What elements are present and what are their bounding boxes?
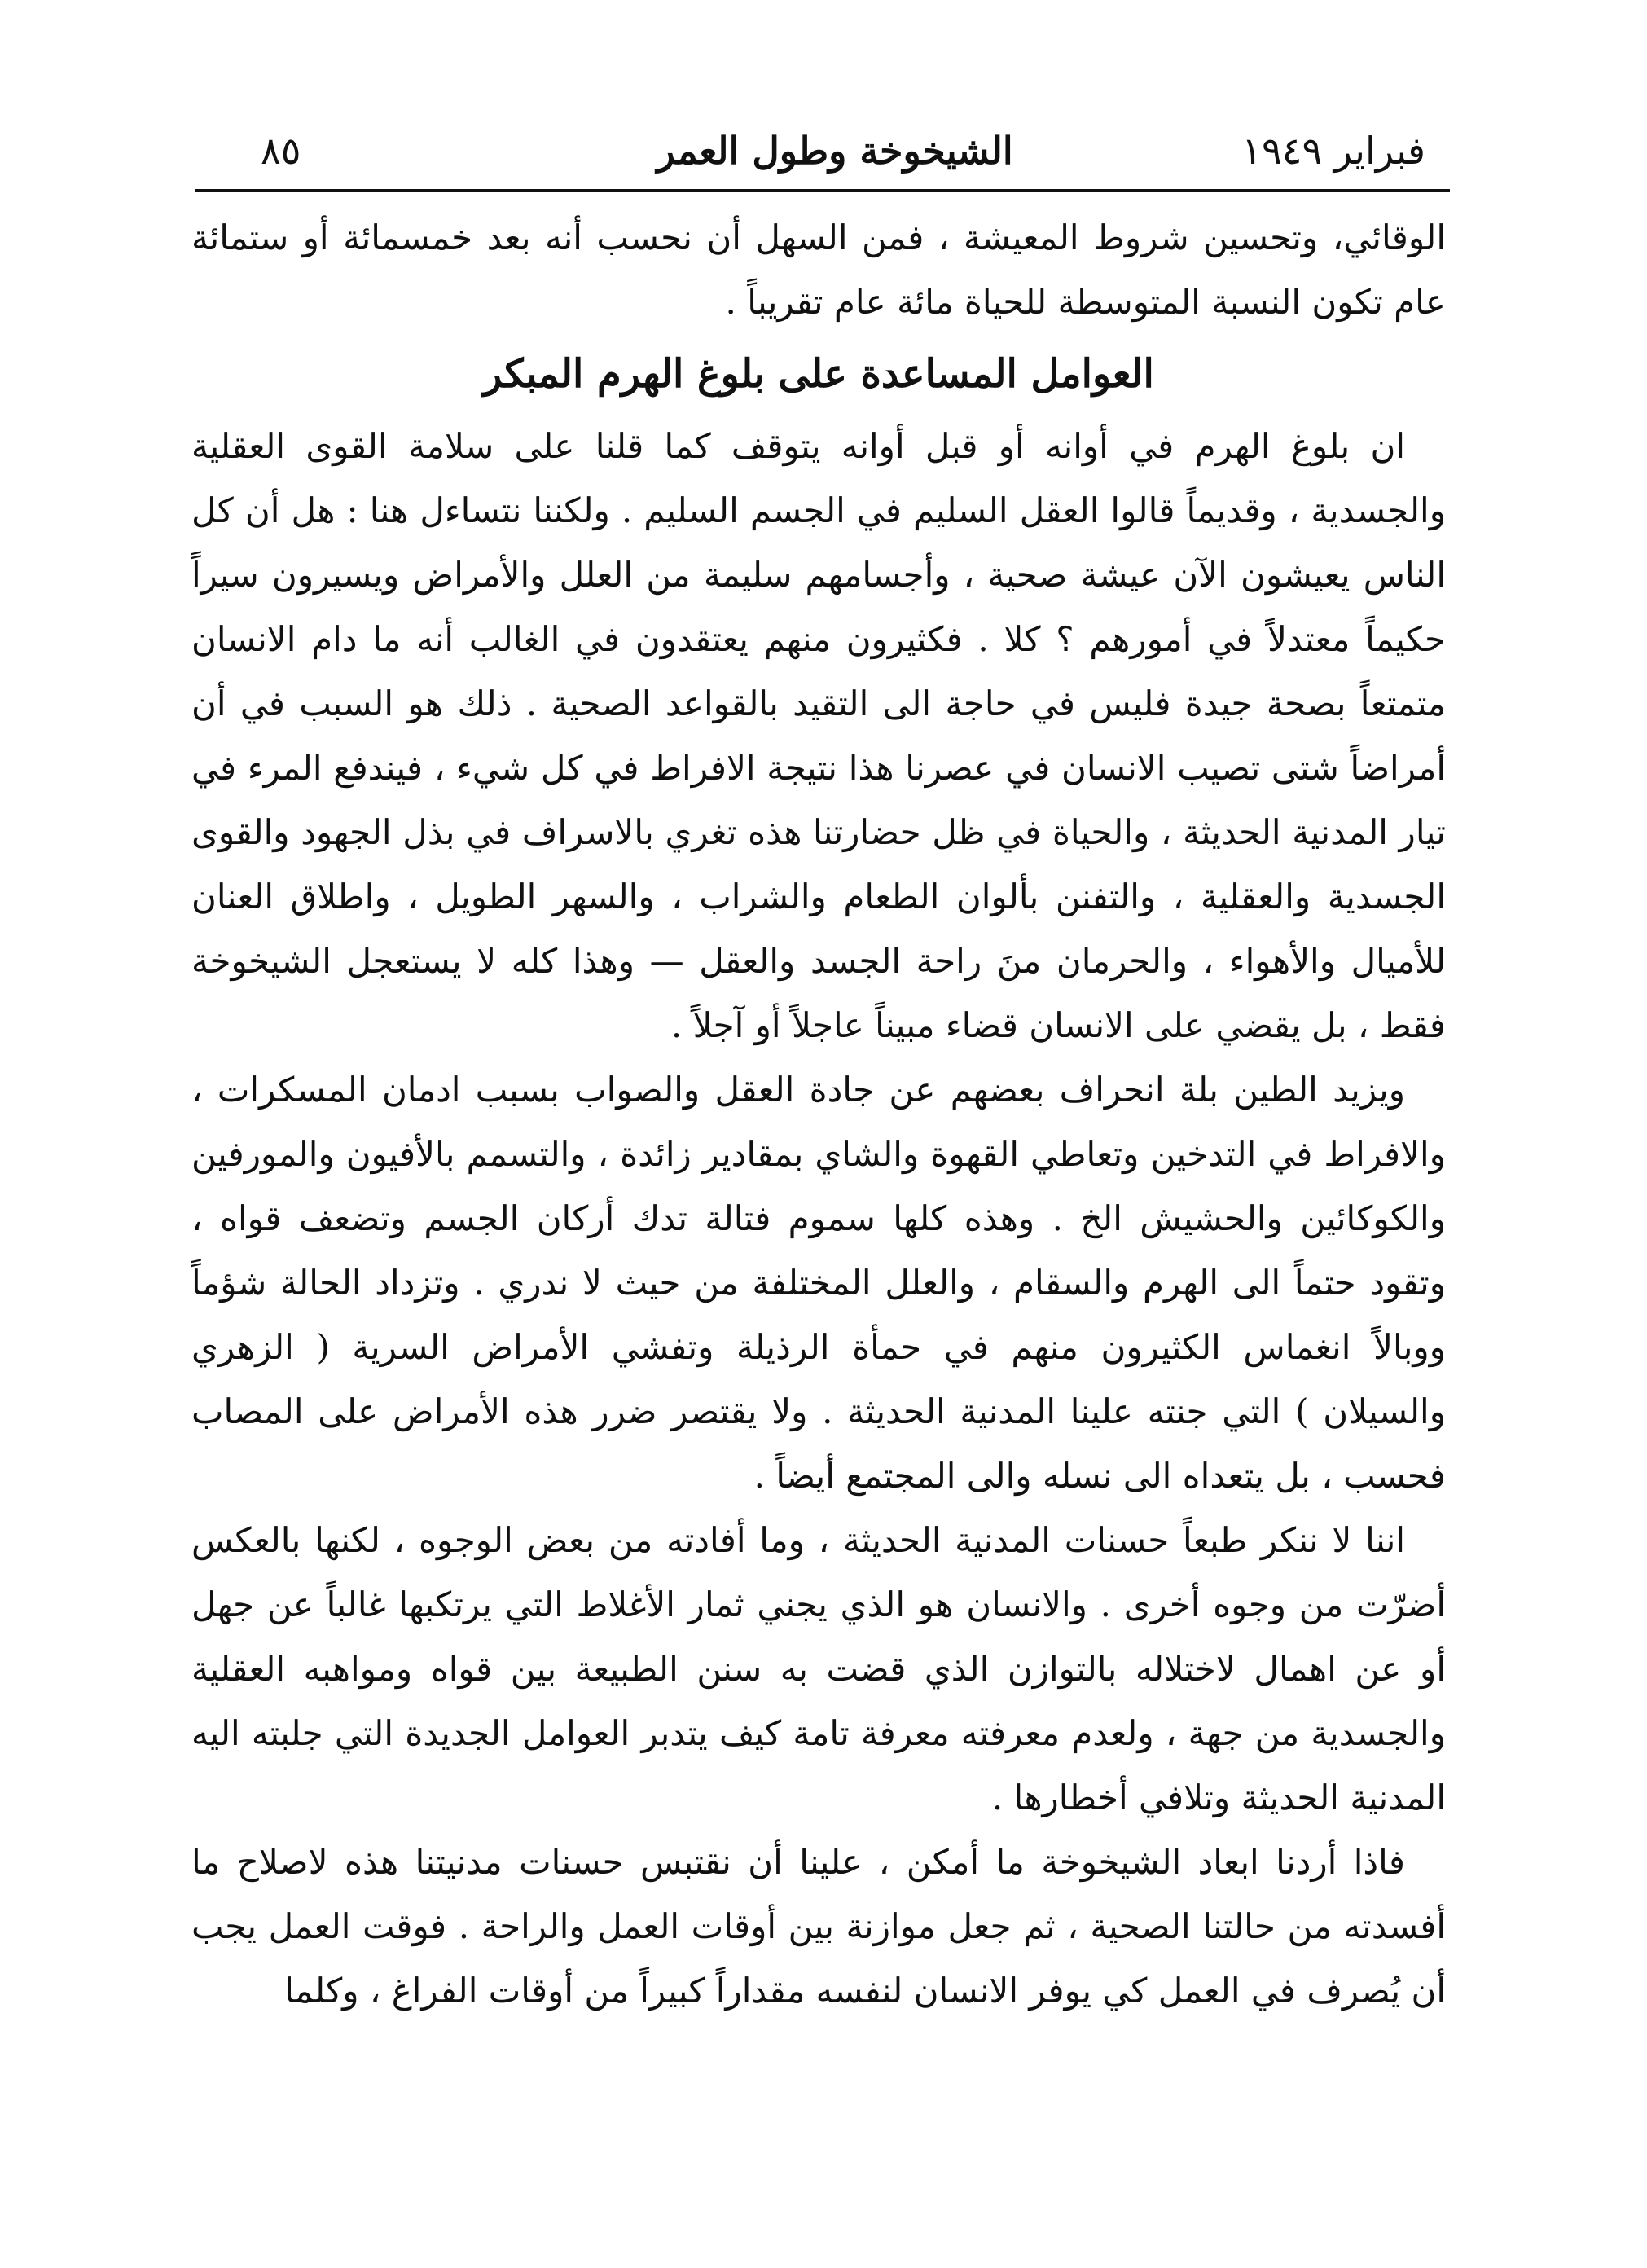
header-rule xyxy=(195,189,1450,192)
paragraph: اننا لا ننكر طبعاً حسنات المدنية الحديثة ، وما أفادته من بعض الوجوه ، لكنها بالعكس أضرّت من وجوه أخرى . والانسان هو الذي يجني ثمار الأغلاط التي يرتكبها غالباً عن جهل أو عن اهمال لاختلاله بالتوازن الذي قضت به سنن الطبيعة بين قواه ومواهبه العقلية والجسدية من جهة ، ولعدم معرفته معرفة تامة كيف يتدبر العوامل الجديدة التي جلبته اليه المدنية الحديثة وتلافي أخطارها . xyxy=(191,1520,1446,1817)
paragraph: الوقائي، وتحسين شروط المعيشة ، فمن السهل أن نحسب أنه بعد خمسمائة أو ستمائة عام تكون النسبة المتوسطة للحياة مائة عام تقريباً . xyxy=(191,218,1446,322)
issue-date: فبراير ١٩٤٩ xyxy=(1241,129,1425,173)
page-number: ٨٥ xyxy=(261,129,301,173)
article-body xyxy=(191,205,1446,2023)
paragraph: ويزيد الطين بلة انحراف بعضهم عن جادة العقل والصواب بسبب ادمان المسكرات ، والافراط في التدخين وتعاطي القهوة والشاي بمقادير زائدة ، والتسمم بالأفيون والمورفين والكوكائين والحشيش الخ . وهذه كلها سموم فتالة تدك أركان الجسم وتضعف قواه ، وتقود حتماً الى الهرم والسقام ، والعلل المختلفة من حيث لا ندري . وتزداد الحالة شؤماً ووبالاً انغماس الكثيرون منهم في حمأة الرذيلة وتفشي الأمراض السرية ( الزهري والسيلان ) التي جنته علينا المدنية الحديثة . ولا يقتصر ضرر هذه الأمراض على المصاب فحسب ، بل يتعداه الى نسله والى المجتمع أيضاً . xyxy=(191,1070,1446,1496)
paragraph: ان بلوغ الهرم في أوانه أو قبل أوانه يتوقف كما قلنا على سلامة القوى العقلية والجسدية ، وقديماً قالوا العقل السليم في الجسم السليم . ولكننا نتساءل هنا : هل أن كل الناس يعيشون الآن عيشة صحية ، وأجسامهم سليمة من العلل والأمراض ويسيرون سيراً حكيماً معتدلاً في أمورهم ؟ كلا . فكثيرون منهم يعتقدون في الغالب أنه ما دام الانسان متمتعاً بصحة جيدة فليس في حاجة الى التقيد بالقواعد الصحية . ذلك هو السبب في أن أمراضاً شتى تصيب الانسان في عصرنا هذا نتيجة الافراط في كل شيء ، فيندفع المرء في تيار المدنية الحديثة ، والحياة في ظل حضارتنا هذه تغري بالاسراف في بذل الجهود والقوى الجسدية والعقلية ، والتفنن بألوان الطعام والشراب ، والسهر الطويل ، واطلاق العنان للأميال والأهواء ، والحرمان منَ راحة الجسد والعقل — وهذا كله لا يستعجل الشيخوخة فقط ، بل يقضي على الانسان قضاء مبيناً عاجلاً أو آجلاً . xyxy=(191,426,1446,1045)
running-header xyxy=(244,122,1425,179)
article-title: الشيخوخة وطول العمر xyxy=(657,129,1013,173)
section-heading: العوامل المساعدة على بلوغ الهرم المبكر xyxy=(483,351,1154,397)
paragraph: فاذا أردنا ابعاد الشيخوخة ما أمكن ، علينا أن نقتبس حسنات مدنيتنا هذه لاصلاح ما أفسدته من حالتنا الصحية ، ثم جعل موازنة بين أوقات العمل والراحة . فوقت العمل يجب أن يُصرف في العمل كي يوفر الانسان لنفسه مقداراً كبيراً من أوقات الفراغ ، وكلما xyxy=(191,1842,1446,2011)
